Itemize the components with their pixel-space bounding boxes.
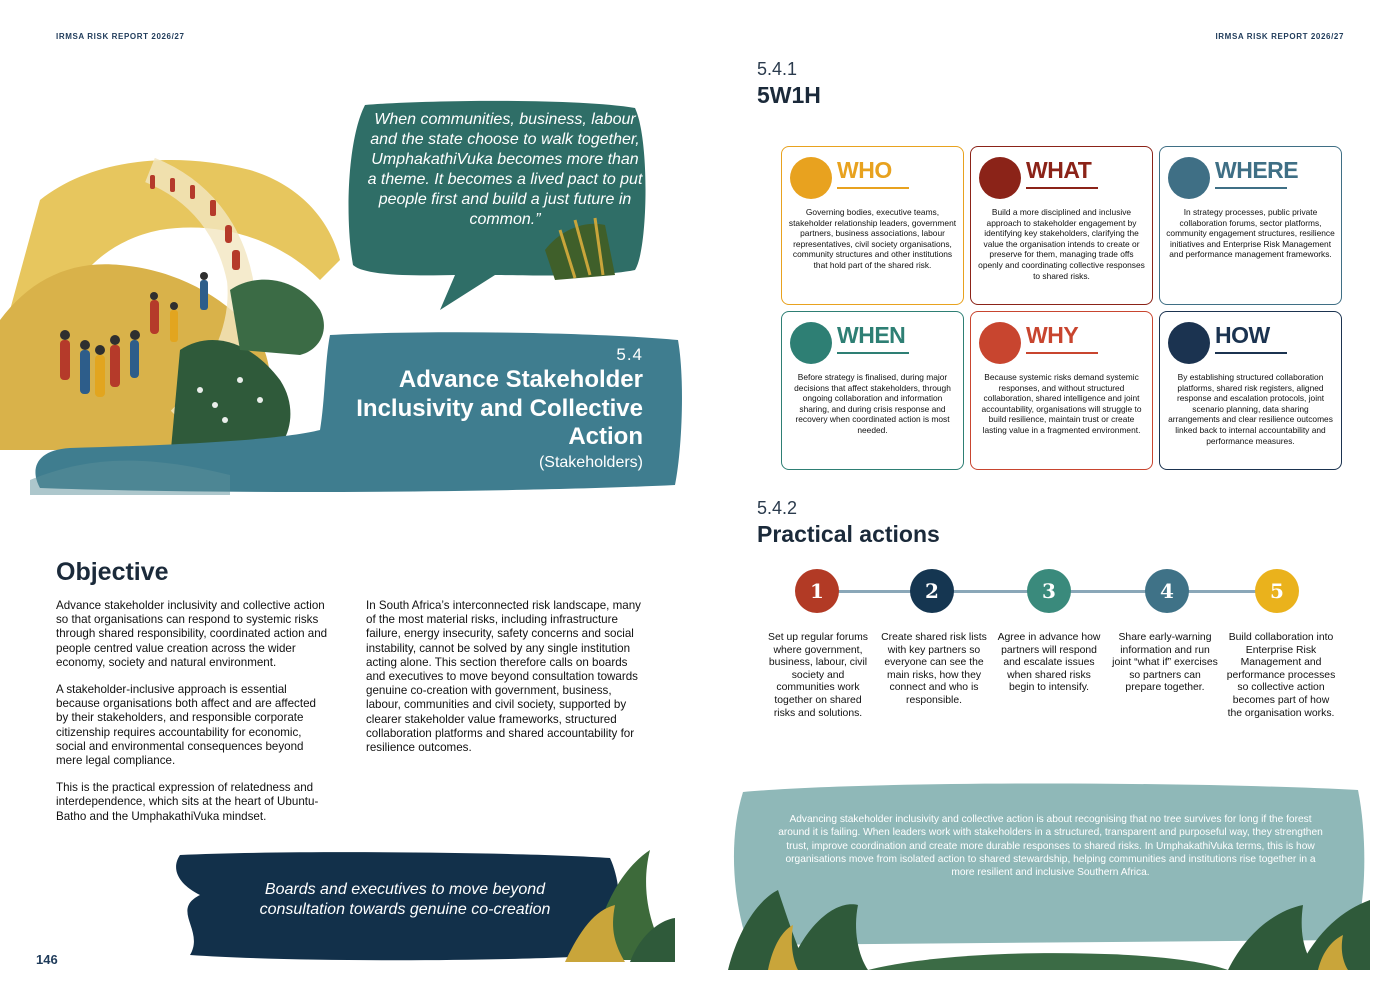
card-title: WHEN bbox=[837, 322, 906, 348]
card-text: Build a more disciplined and inclusive approach to stakeholder engagement by identifying key stakeholders, clarifying the value the organisation intends to create or preserve for them, managing trade offs openly and coordinating collective responses to shared risks. bbox=[978, 207, 1145, 281]
step-badge: 5 bbox=[1255, 569, 1299, 613]
card-where bbox=[1159, 146, 1342, 305]
card-text: Before strategy is finalised, during major decisions that affect stakeholders, through ongoing collaboration and information sharing, and during crisis response and recovery when coordinated action is most needed. bbox=[794, 372, 951, 435]
step-text: Set up regular forums where government, business, labour, civil society and communities work together on shared risks and solutions. bbox=[768, 632, 868, 719]
pull-quote: When communities, business, labour and the state choose to walk together, UmphakathiVuka becomes more than a theme. It becomes a lived pact to put people first and build a just future in common.” bbox=[367, 111, 643, 228]
section-title: Advance Stakeholder Inclusivity and Collective Action bbox=[356, 366, 643, 450]
card-text: Governing bodies, executive teams, stakeholder relationship leaders, government partners, business associations, labour representatives, civil society organisations, community structures and other institutions that hold part of the shared risk. bbox=[788, 207, 957, 270]
step-badge: 1 bbox=[795, 569, 839, 613]
bottom-pull-quote: Boards and executives to move beyond consultation towards genuine co-creation bbox=[259, 881, 551, 918]
card-underline bbox=[1215, 187, 1287, 189]
card-what bbox=[970, 146, 1153, 305]
gear-icon bbox=[1168, 322, 1210, 364]
card-underline bbox=[837, 187, 909, 189]
card-why bbox=[970, 311, 1153, 470]
card-underline bbox=[1215, 352, 1287, 354]
objective-paragraph: Advance stakeholder inclusivity and collective action so that organisations can respond to systemic risks through shared responsibility, coordinated action and people centred value creation across the wider economy, society and natural environment. bbox=[56, 599, 328, 669]
card-underline bbox=[837, 352, 909, 354]
actions-number: 5.4.2 bbox=[757, 498, 798, 518]
report-header-right: IRMSA RISK REPORT 2026/27 bbox=[1215, 32, 1344, 41]
step-badge: 4 bbox=[1145, 569, 1189, 613]
report-header-left: IRMSA RISK REPORT 2026/27 bbox=[56, 32, 185, 41]
step-text: Create shared risk lists with key partners so everyone can see the main risks, how they connect and who is responsible. bbox=[881, 632, 987, 706]
card-text: Because systemic risks demand systemic responses, and without structured collaboration, shared intelligence and joint accountability, organisations will struggle to build resilience, maintain trust or create lasting value in a fragmented environment. bbox=[981, 372, 1142, 435]
card-title: WHERE bbox=[1215, 157, 1299, 183]
actions-title: Practical actions bbox=[757, 521, 940, 547]
closing-paragraph: Advancing stakeholder inclusivity and collective action is about recognising that no tree survives for long if the forest around it is failing. When leaders work with stakeholders in a structured, transparent and purposeful way, they strengthen trust, improve coordination and create more durable responses to shared risks. In UmphakathiVuka terms, this is how organisations move from isolated action to shared stewardship, helping communities and institutions rise together in a more resilient and inclusive Southern Africa. bbox=[778, 814, 1323, 879]
card-text: By establishing structured collaboration platforms, shared risk registers, aligned response and escalation protocols, joint scenario planning, data sharing arrangements and clear resilience outcomes linked back to internal accountability and performance measures. bbox=[1168, 372, 1333, 446]
step-text: Share early-warning information and run joint “what if” exercises so partners can prepare together. bbox=[1112, 632, 1218, 694]
page-number-left: 146 bbox=[36, 952, 58, 967]
w5h-number: 5.4.1 bbox=[757, 59, 798, 79]
step-text: Build collaboration into Enterprise Risk Management and performance processes so collective action becomes part of how the organisation works. bbox=[1226, 632, 1336, 719]
card-underline bbox=[1026, 352, 1098, 354]
card-title: WHY bbox=[1026, 322, 1079, 348]
calendar-icon bbox=[790, 322, 832, 364]
location-pin-icon bbox=[1168, 157, 1210, 199]
card-title: HOW bbox=[1215, 322, 1270, 348]
section-subtitle: (Stakeholders) bbox=[538, 454, 643, 471]
objective-paragraph: This is the practical expression of relatedness and interdependence, which sits at the heart of Ubuntu-Batho and the UmphakathiVuka mindset. bbox=[56, 781, 319, 823]
objective-heading: Objective bbox=[56, 558, 169, 586]
card-when bbox=[781, 311, 964, 470]
objective-paragraph: In South Africa’s interconnected risk landscape, many of the most material risks, including infrastructure failure, energy insecurity, safety concerns and social instability, cannot be solved by any single institution acting alone. This section therefore calls on boards and executives to move beyond consultation towards genuine co-creation with government, business, labour, communities and civil society, supported by clearer stakeholder value frameworks, structured collaboration platforms and shared accountability for resilience outcomes. bbox=[366, 599, 641, 755]
card-title: WHO bbox=[837, 157, 892, 183]
objective-column-1 bbox=[56, 599, 331, 837]
card-who bbox=[781, 146, 964, 305]
card-text: In strategy processes, public private collaboration forums, sector platforms, community engagement structures, resilience initiatives and Enterprise Risk Management and performance management frameworks. bbox=[1166, 207, 1335, 260]
card-title: WHAT bbox=[1026, 157, 1092, 183]
objective-column-2 bbox=[366, 599, 646, 768]
w5h-title: 5W1H bbox=[757, 82, 821, 108]
card-how bbox=[1159, 311, 1342, 470]
step-text: Agree in advance how partners will respond and escalate issues when shared risks begin to intensify. bbox=[997, 632, 1101, 694]
card-underline bbox=[1026, 187, 1098, 189]
step-badge: 3 bbox=[1027, 569, 1071, 613]
people-icon bbox=[790, 157, 832, 199]
heart-icon bbox=[979, 322, 1021, 364]
section-number: 5.4 bbox=[616, 345, 643, 364]
objective-paragraph: A stakeholder-inclusive approach is essential because organisations both affect and are affected by their stakeholders, and responsible corporate citizenship requires accountability for economic, social and environmental consequences beyond mere legal compliance. bbox=[56, 683, 316, 768]
step-badge: 2 bbox=[910, 569, 954, 613]
book-icon bbox=[979, 157, 1021, 199]
